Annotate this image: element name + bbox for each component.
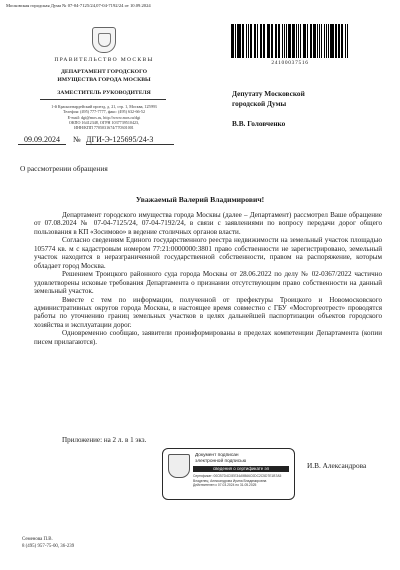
barcode-stripe	[269, 24, 270, 58]
department-name	[30, 68, 178, 84]
barcode-stripe	[261, 24, 262, 58]
coat-of-arms-icon	[168, 454, 190, 478]
barcode-stripe	[300, 24, 301, 58]
barcode-stripe	[321, 24, 322, 58]
executor-name: Семенова П.В.	[22, 537, 53, 542]
barcode-stripe	[290, 24, 291, 58]
letter-subject: О рассмотрении обращения	[20, 164, 108, 173]
certificate-detail: Действителен с 07.03.2024 по 31.05.2025	[193, 483, 257, 488]
letterhead-divider	[40, 99, 166, 100]
barcode-stripe	[335, 24, 337, 58]
number-sign: №	[73, 135, 81, 144]
address-line-5: ИНН/КПП 7705031674/770301001	[74, 125, 134, 131]
certificate-detail: Владелец: Александрова Ирина Владимировна	[193, 478, 267, 483]
stamp-title-line-1: Документ подписан	[195, 453, 239, 458]
greeting: Уважаемый Валерий Владимирович!	[135, 195, 265, 204]
barcode-stripe	[328, 24, 329, 58]
barcode-stripe	[276, 24, 277, 58]
barcode-stripe	[313, 24, 315, 58]
barcode	[231, 24, 349, 58]
barcode-stripe	[307, 24, 309, 58]
barcode-stripe	[341, 24, 342, 58]
barcode-stripe	[233, 24, 234, 58]
address-line-4: ОКПО 16412348, ОГРН 1037739510423,	[68, 119, 140, 125]
department-line-2: ИМУЩЕСТВА ГОРОДА МОСКВЫ	[57, 77, 151, 83]
barcode-number: 24100037516	[271, 60, 309, 66]
sender-position: ЗАМЕСТИТЕЛЬ РУКОВОДИТЕЛЯ	[57, 90, 151, 96]
government-name: ПРАВИТЕЛЬСТВО МОСКВЫ	[54, 57, 154, 63]
barcode-stripe	[319, 24, 321, 58]
recipient-block	[232, 89, 305, 109]
certificate-detail: Сертификат: 00CB7D4C0EE34A9B66C0DC2C5D7E1B7A5	[193, 474, 282, 478]
letter-body	[34, 211, 382, 346]
barcode-stripe	[298, 24, 300, 58]
barcode-stripe	[240, 24, 241, 58]
barcode-stripe	[248, 24, 249, 58]
barcode-stripe	[326, 24, 327, 58]
recipient-line-2: городской Думы	[232, 99, 287, 108]
barcode-stripe	[333, 24, 334, 58]
body-paragraph: Согласно сведениям Единого государственного реестра недвижимости на земельный участок площадью 105774 кв. м с кадастровым номером 77:21:0000000:3801 право собственности не зарегистрировано, земельный участок находится в неразграниченной государственной собственности, правом на распоряжение, которым обладает город Москва.	[34, 236, 382, 270]
signer-name: И.В. Александрова	[307, 461, 367, 470]
signature-stamp-title	[195, 453, 246, 465]
executor-block	[22, 536, 74, 550]
barcode-stripe	[292, 24, 294, 58]
barcode-stripe	[278, 24, 280, 58]
barcode-stripe	[284, 24, 285, 58]
registration-date: 09.09.2024	[18, 135, 66, 145]
certificate-info-bar: сведения о сертификате эп	[193, 466, 289, 472]
barcode-stripe	[235, 24, 236, 58]
barcode-stripe	[263, 24, 265, 58]
certificate-details	[193, 474, 291, 488]
department-line-1: ДЕПАРТАМЕНТ ГОРОДСКОГО	[60, 69, 147, 75]
barcode-stripe	[242, 24, 244, 58]
barcode-stripe	[271, 24, 273, 58]
attachment-note: Приложение: на 2 л. в 1 экз.	[62, 436, 147, 444]
barcode-stripe	[311, 24, 312, 58]
department-address	[24, 104, 184, 130]
barcode-stripe	[250, 24, 252, 58]
body-paragraph: Решением Троицкого районного суда города Москвы от 28.06.2022 по делу № 02-0367/2022 частично удовлетворены исковые требования Департамента о признании отсутствующим право собственности на данный земельный участок.	[34, 270, 382, 296]
electronic-signature-stamp	[162, 448, 295, 500]
barcode-stripe	[286, 24, 287, 58]
recipient-name: В.В. Головченко	[232, 119, 286, 128]
barcode-stripe	[255, 24, 256, 58]
barcode-stripe	[304, 24, 306, 58]
executor-phone: 8 (495) 957-75-00, 36-239	[22, 544, 75, 549]
address-line-2: Телефон: (495) 777-7777, факс: (495) 632-66-52	[62, 109, 146, 115]
barcode-stripe	[347, 24, 348, 58]
registration-header-line: Московская городская Дума № 07-04-7125/24,07-04-7192/24 от 10.09.2024	[6, 3, 151, 8]
stamp-title-line-2: электронной подписью	[195, 459, 247, 464]
moscow-coat-of-arms-icon	[92, 27, 116, 53]
barcode-stripe	[257, 24, 259, 58]
body-paragraph: Вместе с тем по информации, полученной от префектуры Троицкого и Новомосковского административных округов города Москвы, в настоящее время совместно с ГБУ «Мосгоргеотрест» проводятся работы по уточнению границ земельных участков в целях дальнейшей паспортизации объектов городского хозяйства и эксплуатации дорог.	[34, 295, 382, 329]
recipient-line-1: Депутату Московской	[232, 89, 305, 98]
body-paragraph: Одновременно сообщаю, заявители проинформированы в пределах компетенции Департамента (копии писем прилагаются).	[34, 329, 382, 346]
registration-number: ДГИ-Э-125695/24-3	[86, 135, 174, 145]
body-paragraph: Департамент городского имущества города Москвы (далее – Департамент) рассмотрел Ваше обращение от 07.08.2024 № 07-04-7125/24, 07-04-7192/24, в связи с заявлениями по вопросу передачи дорог общего пользования в КП «Зосимово» в ведение столичных органов власти.	[34, 211, 382, 236]
address-line-1: 1-й Красногвардейский проезд, д. 21, стр. 1, Москва, 125993	[51, 104, 157, 109]
address-line-3: E-mail: dgi@mos.ru, http://www.mos.ru/dgi	[67, 114, 141, 120]
barcode-stripe	[342, 24, 343, 58]
